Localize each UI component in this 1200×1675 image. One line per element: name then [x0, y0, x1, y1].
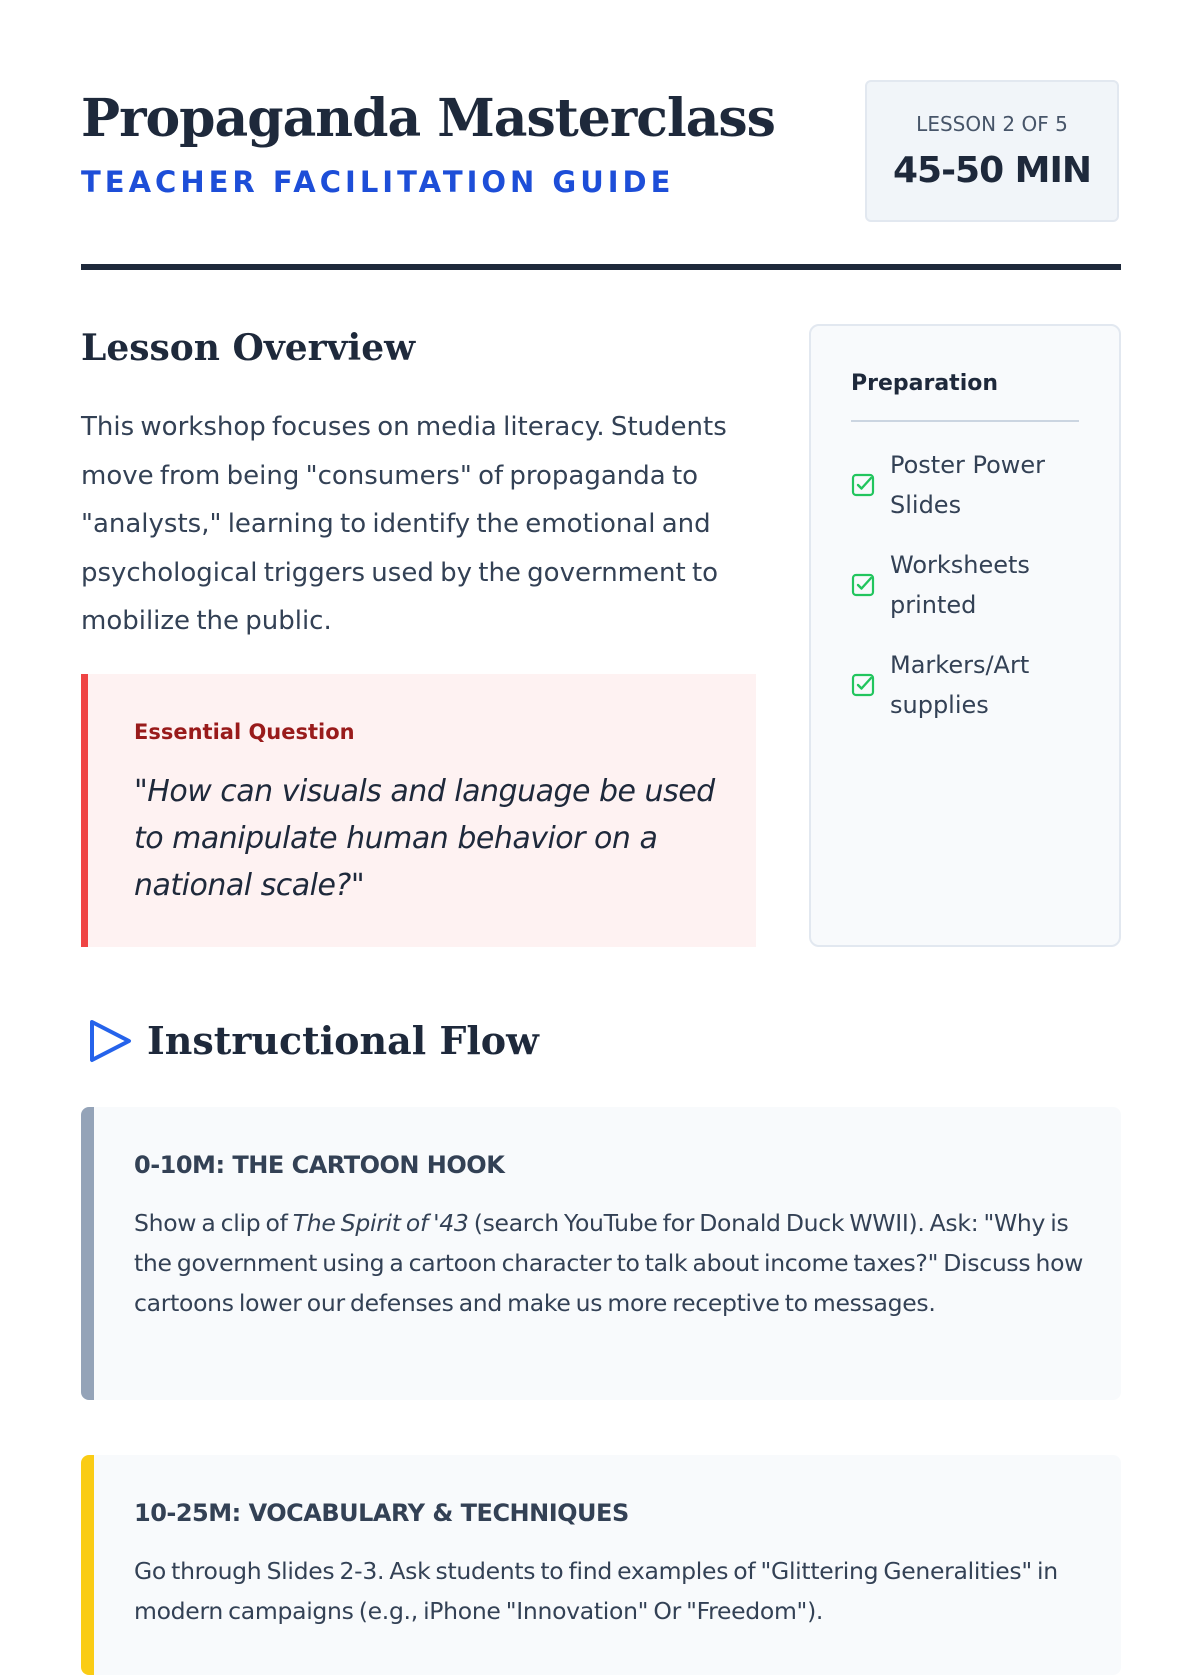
lesson-number: LESSON 2 OF 5: [916, 112, 1068, 136]
preparation-item-label: Poster Power Slides: [890, 451, 1046, 519]
overview-text: This workshop focuses on media literacy. Students move from being "consumers" of propaganda to "analysts," learning to identify the emotional and psychological triggers used by the government to mobilize the public.: [81, 412, 727, 636]
flow-step-card: [81, 1455, 1121, 1675]
header-divider: [81, 264, 1121, 270]
check-square-icon: [851, 673, 875, 697]
flow-step-text: [134, 1203, 1094, 1323]
flow-step-text-part: Show a clip of: [134, 1209, 293, 1237]
lesson-duration: 45-50 MIN: [892, 150, 1092, 191]
preparation-item: [851, 445, 1091, 525]
preparation-divider: [851, 420, 1079, 422]
essential-question-quote: "How can visuals and language be used to manipulate human behavior on a national scale?": [134, 774, 715, 903]
preparation-item: [851, 545, 1091, 625]
lesson-info-badge: [865, 80, 1119, 222]
flow-step-card: [81, 1107, 1121, 1400]
essential-question-label: Essential Question: [134, 720, 355, 744]
flow-heading: Instructional Flow: [147, 1018, 539, 1063]
essential-question-callout: [81, 674, 756, 947]
preparation-panel: [809, 324, 1121, 947]
flow-step-title: 10-25M: VOCABULARY & TECHNIQUES: [134, 1499, 629, 1527]
flow-step-title: 0-10M: THE CARTOON HOOK: [134, 1151, 505, 1179]
page-title: Propaganda Masterclass: [81, 88, 775, 149]
overview-heading: Lesson Overview: [81, 327, 416, 369]
preparation-item: [851, 645, 1091, 725]
preparation-item-label: Markers/Art supplies: [890, 651, 1030, 719]
check-square-icon: [851, 573, 875, 597]
preparation-item-label: Worksheets printed: [890, 551, 1030, 619]
page-subtitle: TEACHER FACILITATION GUIDE: [81, 165, 675, 199]
flow-step-text: Go through Slides 2-3. Ask students to find examples of "Glittering Generalities" in modern campaigns (e.g., iPhone "Innovation" Or "Freedom").: [134, 1557, 1058, 1625]
preparation-title: Preparation: [851, 371, 999, 396]
play-icon: [87, 1018, 133, 1064]
video-title: The Spirit of '43: [292, 1209, 469, 1237]
flow-step-text-part: (search YouTube for Donald Duck WWII). Ask: "Why is the government using a cartoon character to talk about income taxes?" Discuss how cartoons lower our defenses and make us more receptive to messages.: [134, 1209, 1084, 1317]
check-square-icon: [851, 473, 875, 497]
